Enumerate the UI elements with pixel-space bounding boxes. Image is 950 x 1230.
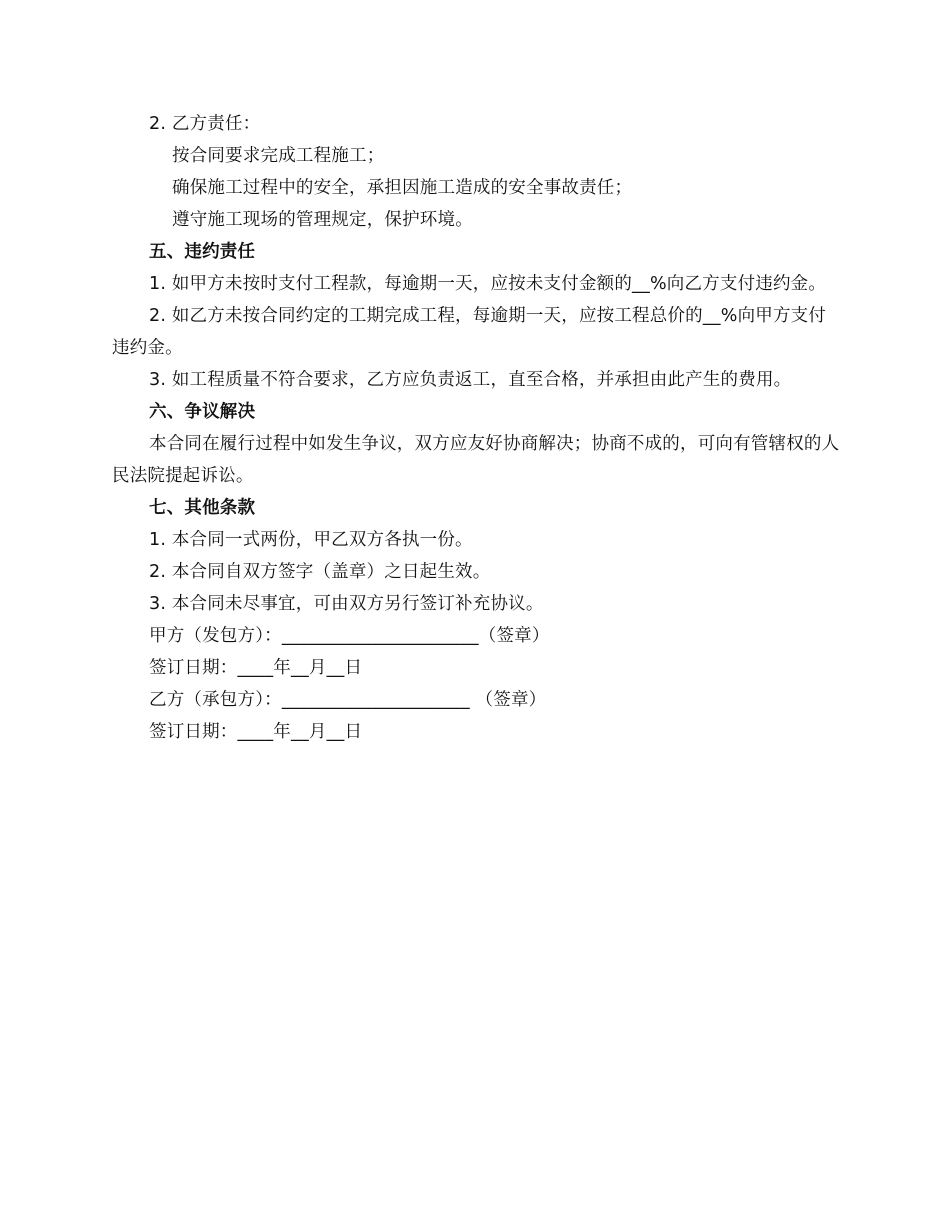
party-b-responsibility-item: 遵守施工现场的管理规定，保护环境。: [172, 210, 473, 230]
party-b-responsibility-title: 2. 乙方责任：: [149, 114, 261, 134]
other-clause: 2. 本合同自双方签字（盖章）之日起生效。: [149, 562, 491, 582]
breach-clause: 2. 如乙方未按合同约定的工期完成工程，每逾期一天，应按工程总价的__%向甲方支付违约金。: [112, 306, 827, 358]
section-heading-other: 七、其他条款: [149, 498, 256, 518]
signature-date-b: 签订日期：____年__月__日: [149, 722, 363, 742]
section-heading-breach: 五、违约责任: [149, 242, 256, 262]
signature-party-a: 甲方（发包方）：______________________（签章）: [149, 626, 550, 646]
other-clause: 1. 本合同一式两份，甲乙双方各执一份。: [149, 530, 473, 550]
other-clause: 3. 本合同未尽事宜，可由双方另行签订补充协议。: [149, 594, 544, 614]
breach-clause: 3. 如工程质量不符合要求，乙方应负责返工，直至合格，并承担由此产生的费用。: [149, 370, 792, 390]
party-b-responsibility-item: 按合同要求完成工程施工；: [172, 146, 385, 166]
section-heading-dispute: 六、争议解决: [149, 402, 256, 422]
document-body: [112, 108, 842, 748]
signature-party-b: 乙方（承包方）：_____________________ （签章）: [149, 690, 547, 710]
signature-date-a: 签订日期：____年__月__日: [149, 658, 363, 678]
breach-clause: 1. 如甲方未按时支付工程款，每逾期一天，应按未支付金额的__%向乙方支付违约金。: [149, 274, 827, 294]
dispute-clause: 本合同在履行过程中如发生争议，双方应友好协商解决；协商不成的，可向有管辖权的人民法院提起诉讼。: [112, 434, 840, 486]
party-b-responsibility-item: 确保施工过程中的安全，承担因施工造成的安全事故责任；: [172, 178, 633, 198]
